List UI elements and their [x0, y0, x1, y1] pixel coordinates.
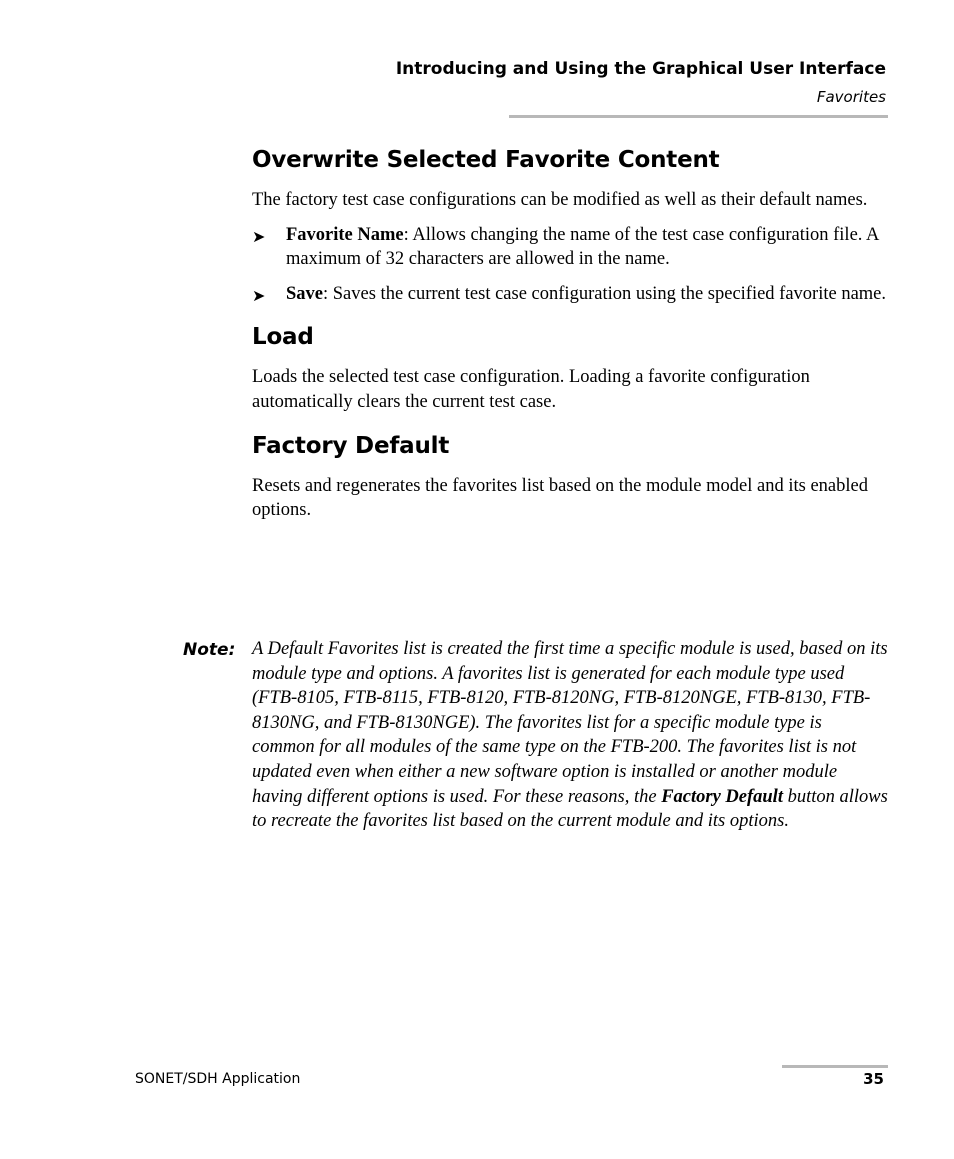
section-factory-default: [252, 429, 888, 523]
bullet-text: : Saves the current test case configuration using the specified favorite name.: [323, 283, 887, 304]
bullet-term: Favorite Name: [286, 224, 404, 245]
section-load: [252, 320, 888, 414]
section-heading: Load: [252, 324, 314, 351]
bullet-term: Save: [286, 283, 323, 304]
note-label: Note:: [183, 640, 236, 660]
footer-rule: [782, 1065, 888, 1068]
section-heading: Factory Default: [252, 432, 450, 459]
bullet-text: : Allows changing the name of the test case configuration file. A maximum of 32 characters are allowed in the name.: [286, 224, 879, 270]
header-rule: [509, 115, 888, 118]
bullet-item-favorite-name: [252, 223, 888, 272]
section-paragraph: The factory test case configurations can be modified as well as their default names.: [252, 190, 868, 210]
arrow-bullet-icon: ➤: [252, 285, 266, 305]
note-text: [252, 637, 888, 834]
page-number: 35: [863, 1070, 884, 1088]
note-block: [183, 637, 888, 834]
bullet-item-save: [252, 282, 888, 307]
note-bold-term: Factory Default: [661, 786, 783, 807]
note-text-before: A Default Favorites list is created the first time a specific module is used, based on its module type and options. A favorites list is generated for each module type used (FTB-8105, FTB-8115, FTB-8120, FTB-8120NG, FTB-8120NGE, FTB-8130, FTB-8130NG, and FTB-8130NGE). The favorites list for a specific module type is common for all modules of the same type on the FTB-200. The favorites list is not updated even when either a new software option is installed or another module having different options is used. For these reasons, the: [252, 639, 888, 807]
arrow-bullet-icon: ➤: [252, 226, 266, 246]
section-heading: Overwrite Selected Favorite Content: [252, 147, 720, 173]
section-overwrite: [252, 143, 888, 306]
running-header-title: Introducing and Using the Graphical User Interface: [395, 59, 886, 79]
main-content: [252, 143, 888, 533]
section-paragraph: Loads the selected test case configuration. Loading a favorite configuration automatically clears the current test case.: [252, 367, 810, 412]
footer-doc-name: SONET/SDH Application: [135, 1071, 301, 1087]
note-text-after: button allows to recreate the favorites list based on the current module and its options.: [252, 786, 888, 832]
running-header-subtitle: Favorites: [816, 88, 886, 106]
section-paragraph: Resets and regenerates the favorites list based on the module model and its enabled options.: [252, 475, 868, 521]
